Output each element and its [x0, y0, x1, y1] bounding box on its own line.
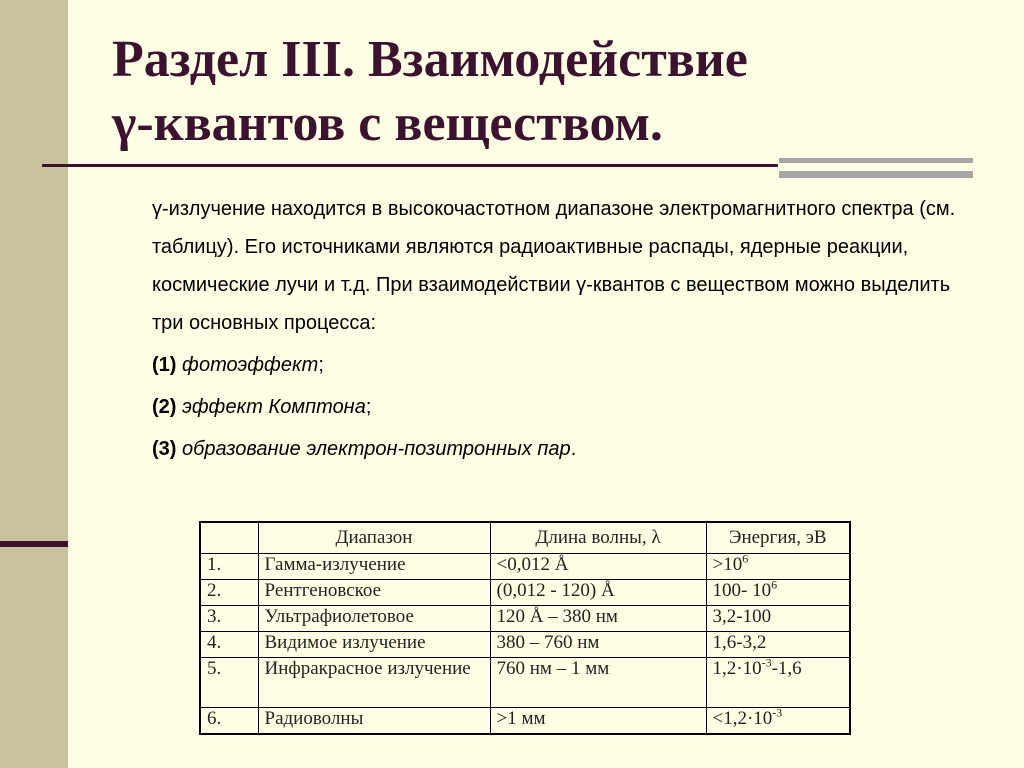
- slide-body: [152, 190, 972, 468]
- row-number: 3.: [200, 606, 258, 632]
- row-energy: 3,2-100: [706, 606, 850, 632]
- header-number: [200, 522, 258, 554]
- intro-paragraph: γ-излучение находится в высокочастотном диапазоне электромагнитного спектра (см. таблицу). Его источниками являются радиоактивные распады, ядерные реакции, космические лучи и т.д. При взаимодействии γ-квантов с веществом можно выделить три основных процесса:: [152, 198, 956, 334]
- table-header-row: [200, 522, 850, 554]
- title-line-1: Раздел III. Взаимодействие: [112, 31, 748, 88]
- table-row: [200, 580, 850, 606]
- title-accent-rule-top: [779, 158, 973, 163]
- row-wavelength: <0,012 Å: [490, 554, 706, 580]
- row-wavelength: 380 – 760 нм: [490, 632, 706, 658]
- row-range: Радиоволны: [258, 708, 490, 734]
- row-wavelength: >1 мм: [490, 708, 706, 734]
- header-range: Диапазон: [258, 522, 490, 554]
- row-number: 6.: [200, 708, 258, 734]
- row-energy: $>10^6$: [706, 554, 850, 580]
- table-row: [200, 632, 850, 658]
- header-wavelength: Длина волны, λ: [490, 522, 706, 554]
- table-row: [200, 658, 850, 708]
- process-item-1: (1) фотоэффект;: [152, 354, 324, 376]
- sidebar-band: [0, 0, 68, 768]
- title-line-2: γ-квантов с веществом.: [112, 95, 663, 152]
- table-row: [200, 606, 850, 632]
- row-range: Ультрафиолетовое: [258, 606, 490, 632]
- row-energy: $<1,2\cdot 10^{-3}$: [706, 708, 850, 734]
- slide-title: [112, 28, 992, 156]
- row-energy: 1,6-3,2: [706, 632, 850, 658]
- table-row: [200, 708, 850, 734]
- row-range: Гамма-излучение: [258, 554, 490, 580]
- row-wavelength: 760 нм – 1 мм: [490, 658, 706, 708]
- row-range: Инфракрасное излучение: [258, 658, 490, 708]
- row-range: Видимое излучение: [258, 632, 490, 658]
- row-number: 2.: [200, 580, 258, 606]
- header-energy: Энергия, эВ: [706, 522, 850, 554]
- row-wavelength: (0,012 - 120) Å: [490, 580, 706, 606]
- row-number: 1.: [200, 554, 258, 580]
- title-underline: [42, 164, 778, 167]
- row-range: Рентгеновское: [258, 580, 490, 606]
- row-energy: 100- $10^6$: [706, 580, 850, 606]
- sidebar-divider: [0, 541, 68, 547]
- spectrum-table: [199, 521, 851, 735]
- process-item-3: (3) образование электрон-позитронных пар.: [152, 438, 577, 460]
- title-accent-rule-bottom: [779, 171, 973, 178]
- row-energy: $1,2\cdot 10^{-3}-1,6$: [706, 658, 850, 708]
- row-wavelength: 120 Å – 380 нм: [490, 606, 706, 632]
- process-item-2: (2) эффект Комптона;: [152, 396, 372, 418]
- row-number: 4.: [200, 632, 258, 658]
- table-row: [200, 554, 850, 580]
- row-number: 5.: [200, 658, 258, 708]
